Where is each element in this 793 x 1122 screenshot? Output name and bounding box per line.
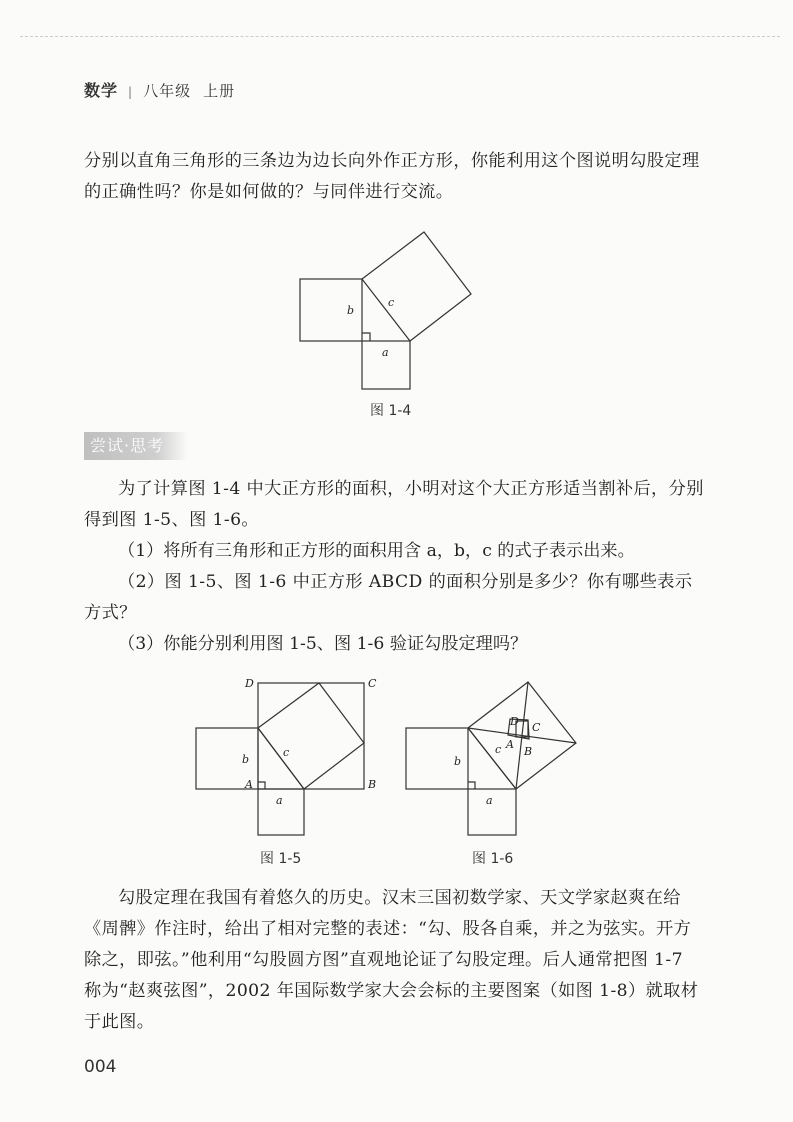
label-A: A [506,738,514,751]
header-subject: 数学 [84,81,119,100]
section-tag: 尝试·思考 [84,432,188,460]
page-number: 004 [84,1057,117,1077]
label-c: c [283,746,290,759]
label-b: b [242,753,250,766]
label-C: C [532,721,541,734]
top-scan-line [20,36,780,37]
label-c: c [388,296,395,309]
figure-1-4 [290,220,490,400]
square-c [258,683,364,789]
right-angle-mark [258,782,265,789]
item-2: （2）图 1-5、图 1-6 中正方形 ABCD 的面积分别是多少？你有哪些表示方式？ [84,572,693,623]
header-grade: 八年级 [143,82,192,100]
problem-intro: 为了计算图 1-4 中大正方形的面积，小明对这个大正方形适当割补后，分别得到图 1-5、图 1-6。 [84,479,704,530]
header-separator: | [128,85,134,99]
label-b: b [454,755,462,768]
item-3: （3）你能分别利用图 1-5、图 1-6 验证勾股定理吗？ [118,634,528,654]
hypotenuse [258,728,304,789]
square-ABCD [258,683,364,789]
intro-paragraph: 分别以直角三角形的三条边为边长向外作正方形，你能利用这个图说明勾股定理的正确性吗？你是如何做的？与同伴进行交流。 [84,151,700,202]
figure-1-6-caption: 图 1-6 [472,851,514,867]
label-B: B [524,745,533,758]
item-1: （1）将所有三角形和正方形的面积用含 a，b，c 的式子表示出来。 [118,541,635,561]
history-paragraph: 勾股定理在我国有着悠久的历史。汉末三国初数学家、天文学家赵爽在给《周髀》作注时，给出了相对完整的表述：“勾、股各自乘，并之为弦实。开方除之，即弦。”他利用“勾股圆方图”直观地论证了勾股定理。后人通常把图 1-7 称为“赵爽弦图”，2002 年国际数学家大会会标的主要图案（如图 1-8）就取材于此图。 [84,888,699,1032]
label-B: B [368,778,377,791]
label-D: D [510,715,519,728]
figure-1-5-caption: 图 1-5 [260,851,302,867]
figure-1-5 [190,675,390,845]
label-A: A [245,778,253,791]
label-b: b [347,304,355,317]
label-a: a [382,346,389,359]
label-C: C [368,677,377,690]
right-angle-mark [362,333,370,341]
label-a: a [486,794,493,807]
label-a: a [276,794,283,807]
figure-1-4-caption: 图 1-4 [370,403,412,419]
header-volume: 上册 [203,82,236,100]
page-header [84,78,235,101]
label-D: D [245,677,254,690]
figure-1-6 [400,675,600,845]
square-c [362,232,471,341]
right-angle-mark [468,782,475,789]
label-c: c [495,743,502,756]
